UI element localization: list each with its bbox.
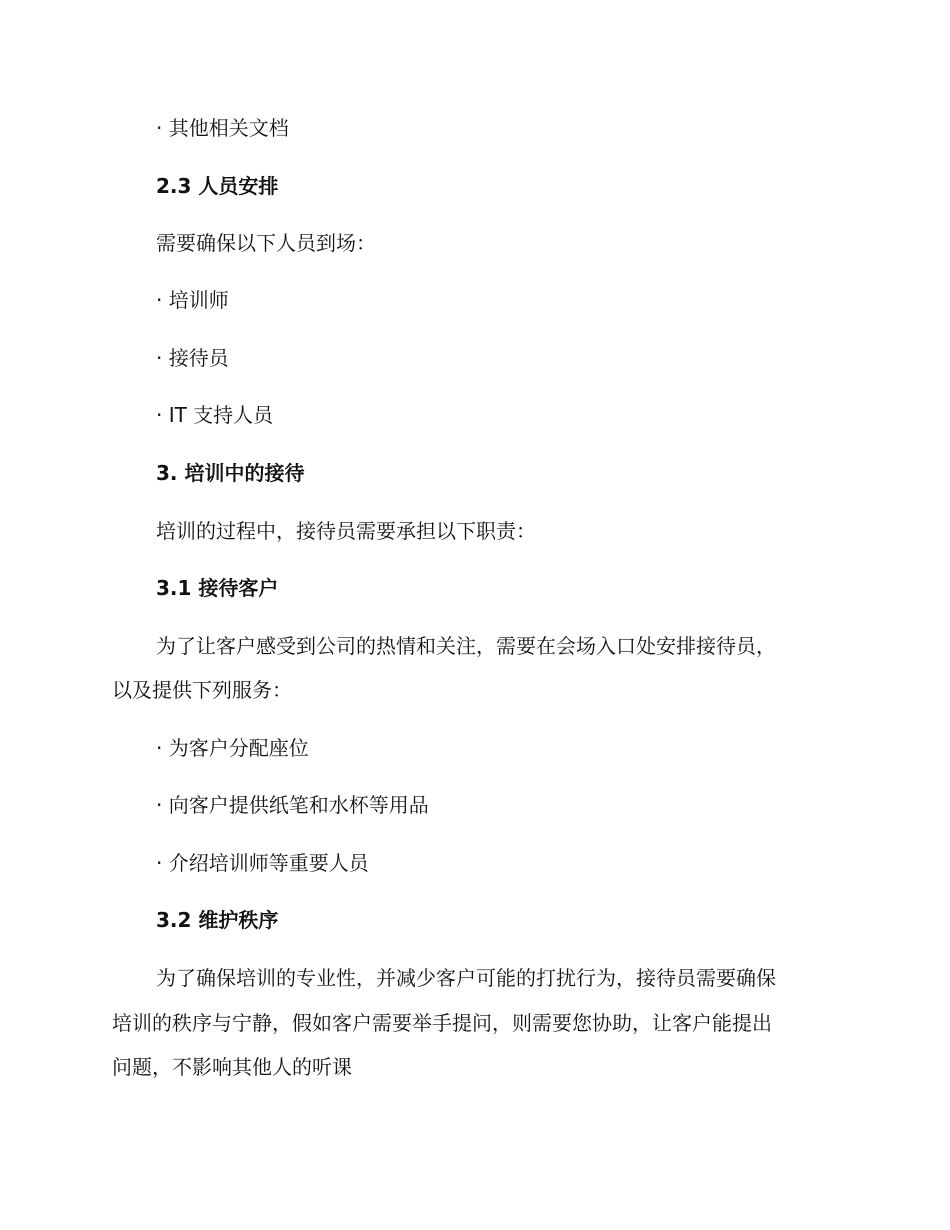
- para-3-1-line1: 为了让客户感受到公司的热情和关注，需要在会场入口处安排接待员，: [156, 634, 776, 658]
- staff-item-trainer: · 培训师: [156, 288, 229, 312]
- para-3-2-line2: 培训的秩序与宁静，假如客户需要举手提问，则需要您协助，让客户能提出: [112, 1011, 772, 1035]
- heading-3: 3. 培训中的接待: [156, 461, 305, 485]
- staff-intro: 需要确保以下人员到场：: [156, 231, 376, 255]
- staff-item-receptionist: · 接待员: [156, 346, 229, 370]
- heading-3-1: 3.1 接待客户: [156, 576, 279, 600]
- service-item-supplies: · 向客户提供纸笔和水杯等用品: [156, 793, 429, 817]
- para-3-1-line2: 以及提供下列服务：: [112, 678, 292, 702]
- heading-2-3: 2.3 人员安排: [156, 174, 279, 198]
- heading-3-2: 3.2 维护秩序: [156, 908, 279, 932]
- section-3-intro: 培训的过程中，接待员需要承担以下职责：: [156, 519, 536, 543]
- para-3-2-line3: 问题，不影响其他人的听课: [112, 1055, 352, 1079]
- service-item-seats: · 为客户分配座位: [156, 736, 309, 760]
- service-item-introduce: · 介绍培训师等重要人员: [156, 851, 369, 875]
- bullet-other-docs: · 其他相关文档: [156, 116, 289, 140]
- staff-item-it-support: · IT 支持人员: [156, 403, 274, 427]
- para-3-2-line1: 为了确保培训的专业性，并减少客户可能的打扰行为，接待员需要确保: [156, 966, 776, 990]
